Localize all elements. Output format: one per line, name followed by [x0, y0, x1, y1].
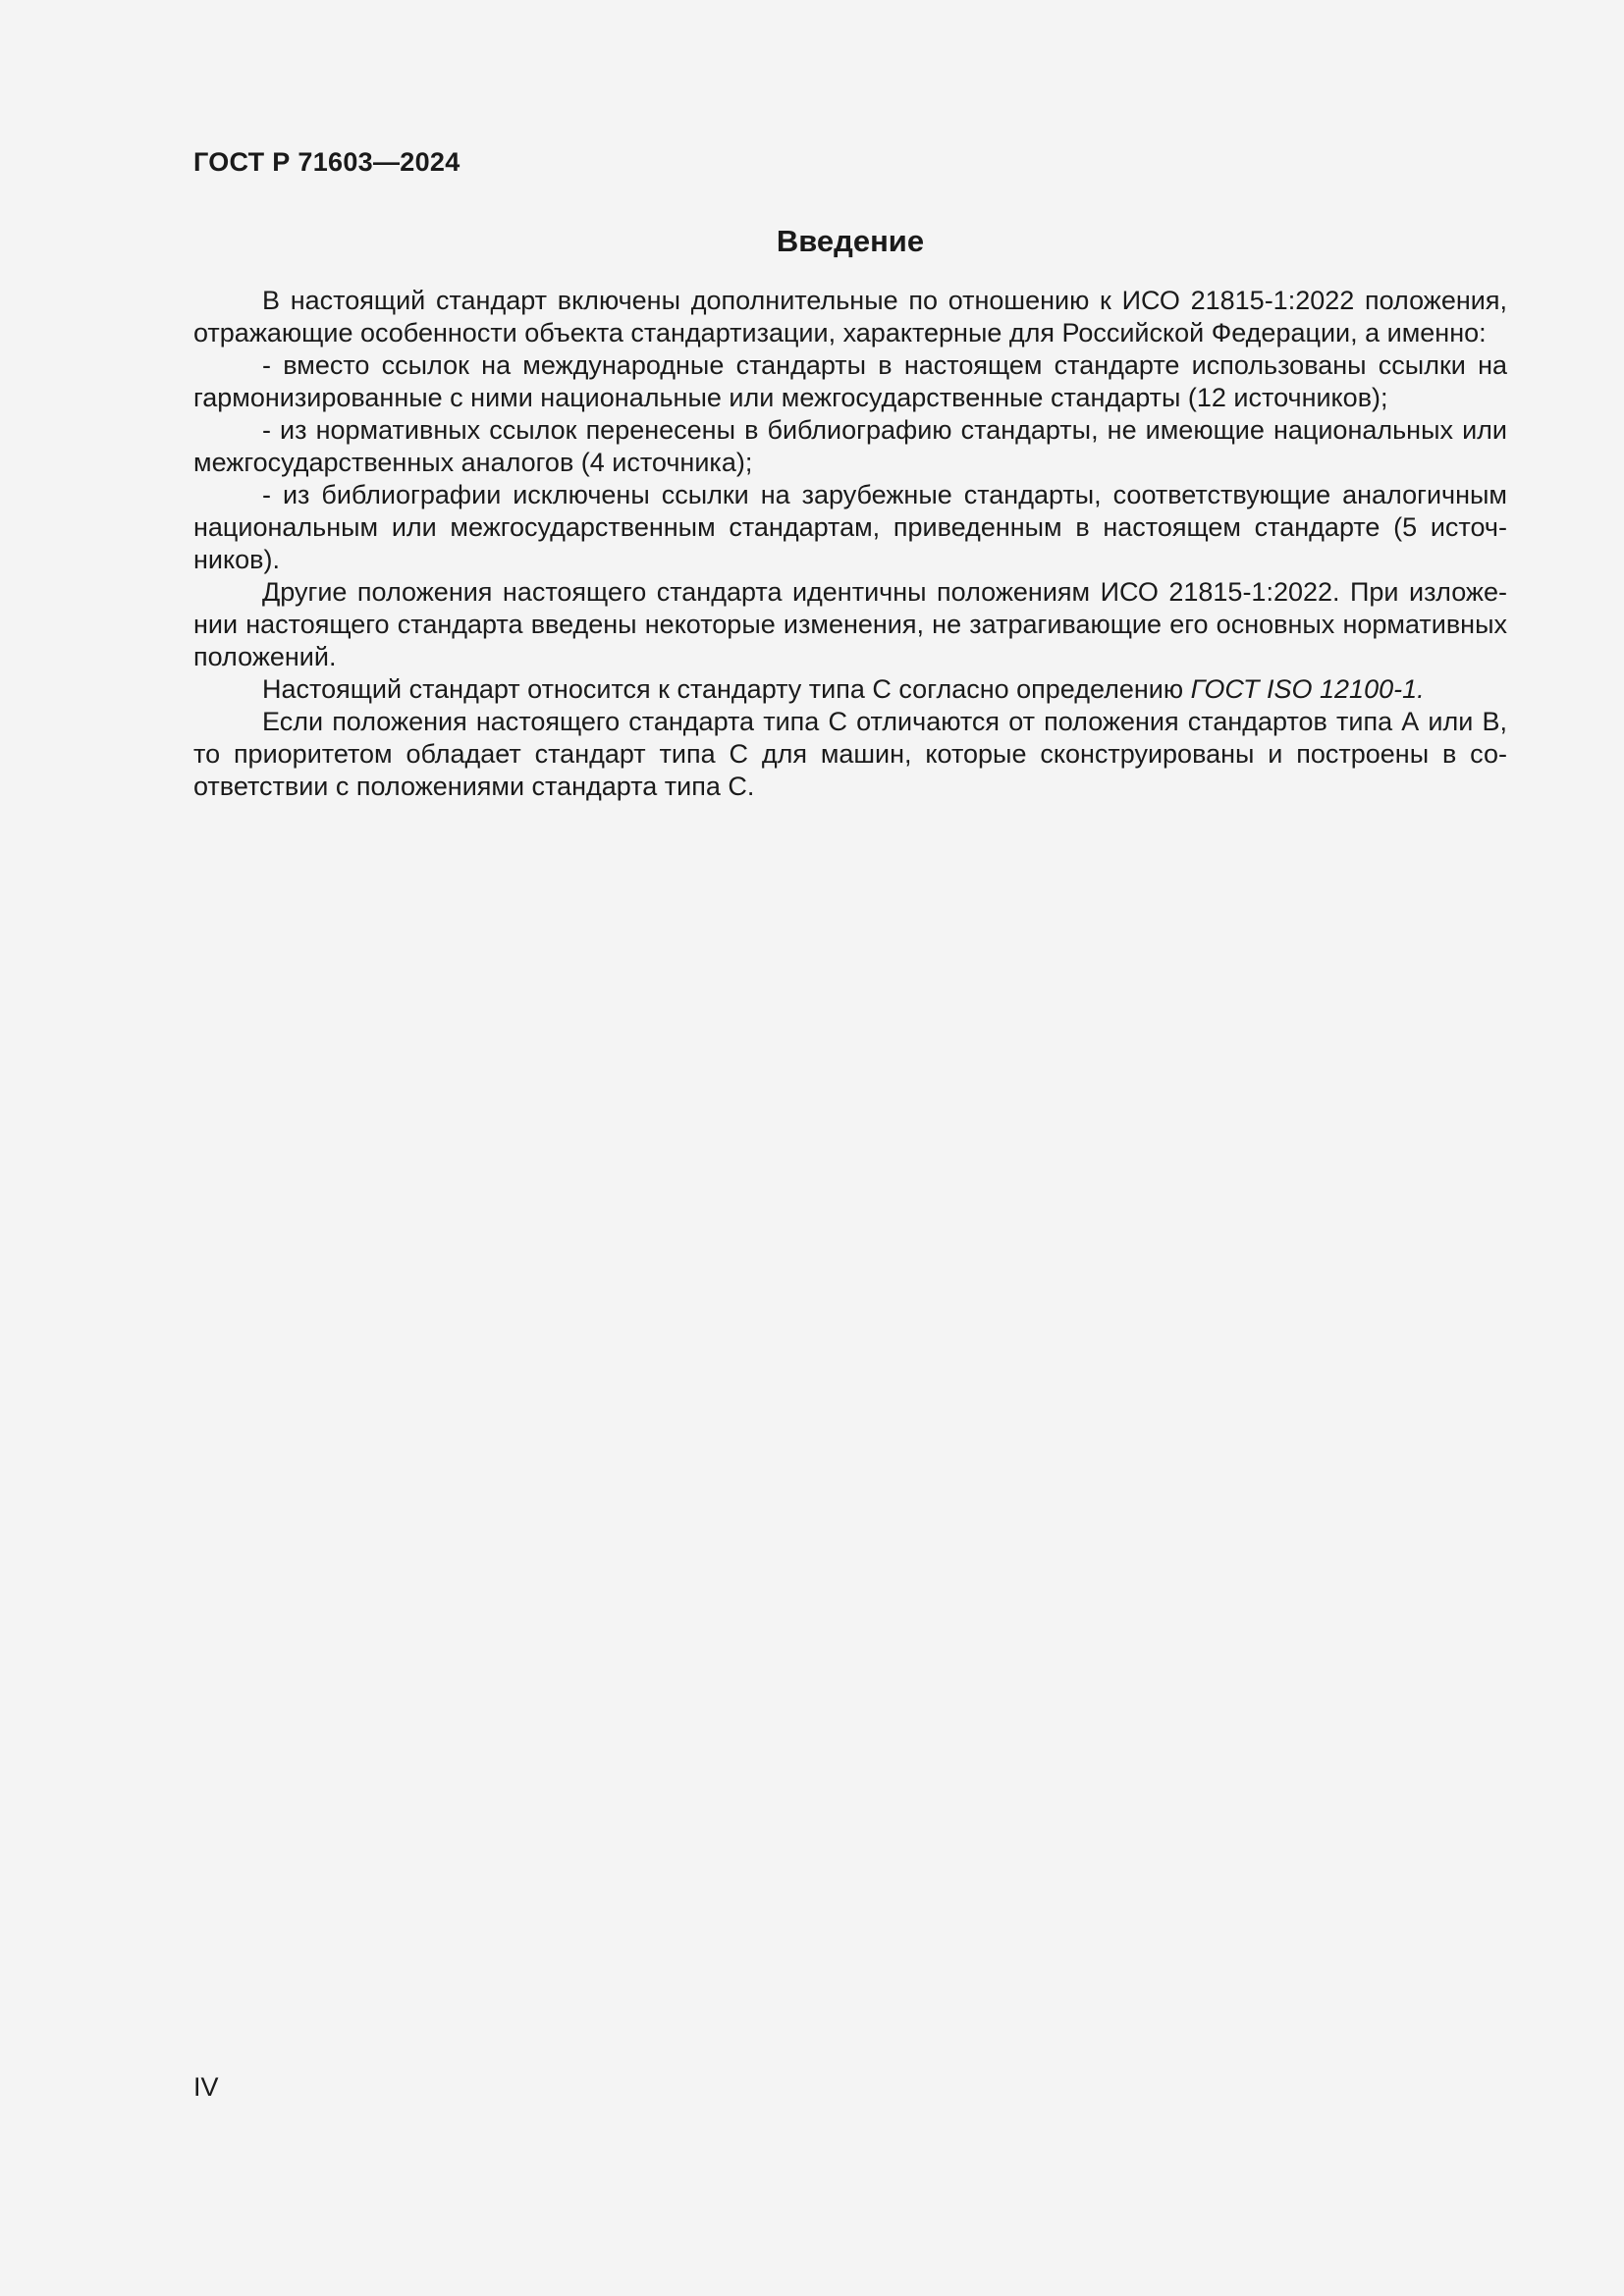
list-item — [193, 479, 1507, 576]
paragraph-intro — [193, 285, 1507, 349]
paragraph-text: В настоящий стандарт включены дополнительные по отношению к ИСО 21815-1:2022 положения, отражающие особенности объекта стандартизации, характерные для Российской Федерации, а именно: — [193, 286, 1507, 347]
list-item — [193, 414, 1507, 479]
document-body — [193, 285, 1507, 803]
paragraph-priority — [193, 706, 1507, 803]
paragraph-identity — [193, 576, 1507, 673]
paragraph-text: Настоящий стандарт относится к стандарту типа С согласно определению — [262, 674, 1191, 704]
paragraph-text: Другие положения настоящего стандарта идентичны положениям ИСО 21815-1:2022. При изложении настоящего стандарта введены некоторые изменения, не затрагивающие его основных нормативных положений. — [193, 577, 1507, 671]
paragraph-type-c — [193, 673, 1507, 706]
page-title: Введение — [776, 224, 925, 258]
list-item — [193, 349, 1507, 414]
document-header: ГОСТ Р 71603—2024 — [193, 147, 460, 177]
page-number: IV — [193, 2072, 219, 2102]
standard-reference: ГОСТ ISO 12100-1. — [1190, 674, 1425, 704]
paragraph-text: - из нормативных ссылок перенесены в библиографию стандарты, не имеющие национальных или межгосударственных аналогов (4 источника); — [193, 415, 1507, 477]
paragraph-text: Если положения настоящего стандарта типа С отличаются от положения стандартов типа А или В, то приоритетом обладает стандарт типа С для машин, которые сконструированы и построены в соответствии с положениями стандарта типа С. — [193, 707, 1507, 801]
paragraph-text: - из библиографии исключены ссылки на зарубежные стандарты, соответствующие аналогичным национальным или межгосударственным стандартам, приведенным в настоящем стандарте (5 источников). — [193, 480, 1507, 574]
paragraph-text: - вместо ссылок на международные стандарты в настоящем стандарте использованы ссылки на гармонизированные с ними национальные или межгосударственные стандарты (12 источников); — [193, 350, 1507, 412]
